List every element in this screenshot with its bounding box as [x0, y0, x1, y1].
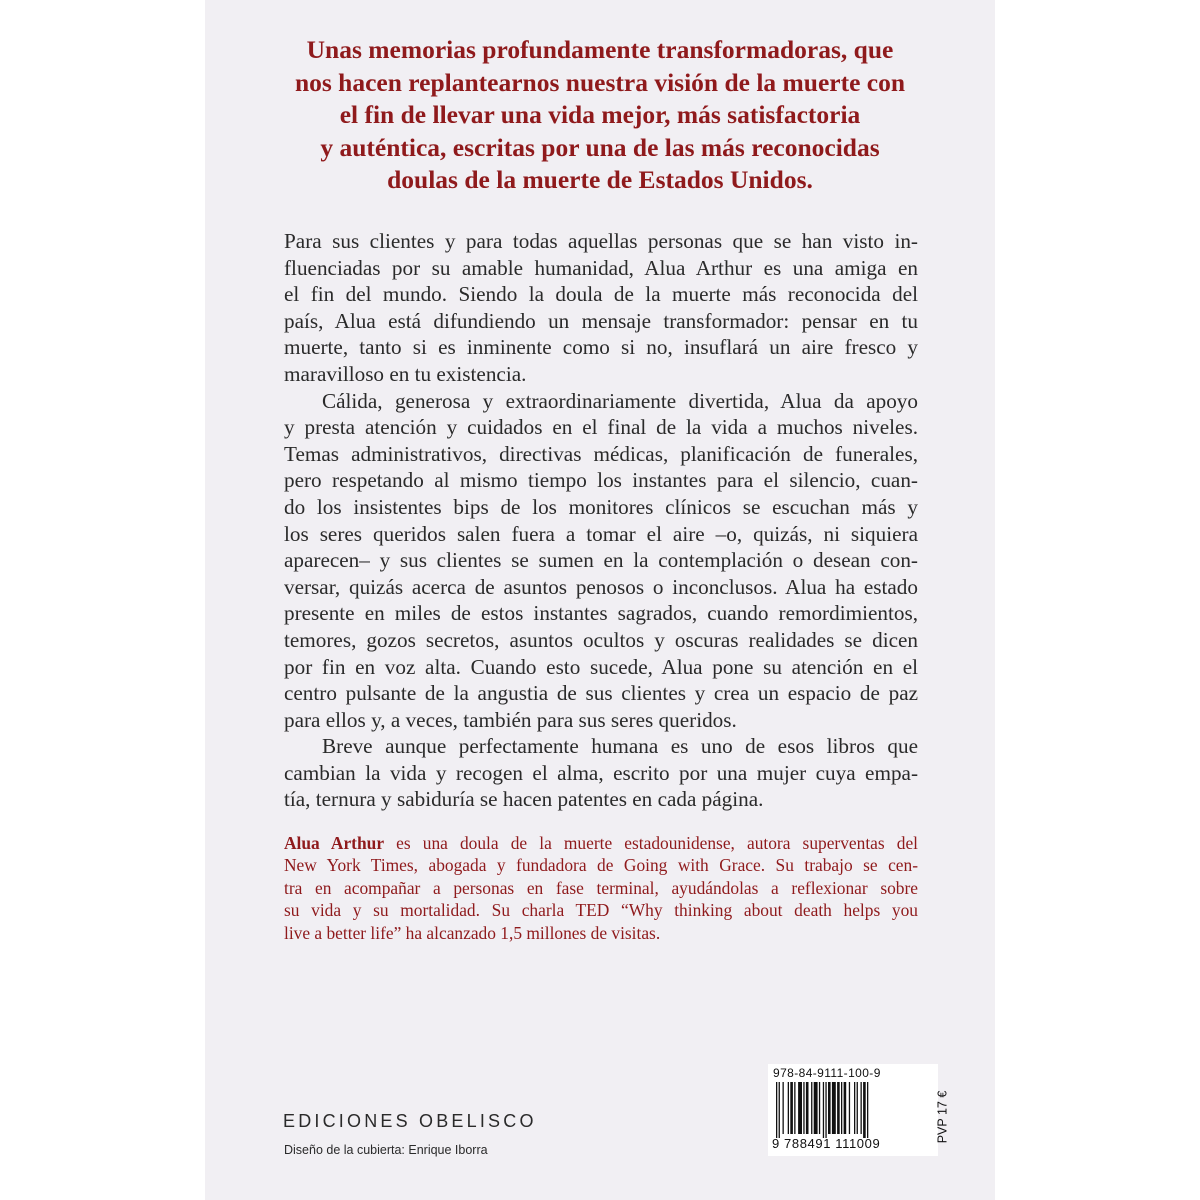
text-line: maravilloso en tu existencia. [284, 361, 527, 386]
text-line: el fin del mundo. Siendo la doula de la muerte más reconocida del [284, 282, 918, 307]
text-line: Breve aunque perfectamente humana es uno de esos libros que [322, 734, 918, 759]
barcode-bar [825, 1082, 826, 1138]
barcode-bar [849, 1082, 850, 1134]
barcode-bar [788, 1082, 789, 1134]
text-line: do los insistentes bips de los monitores clínicos se escuchan más y [284, 494, 918, 519]
barcode-bar [811, 1082, 812, 1134]
text-line: para ellos y, a veces, también para sus seres queridos. [284, 707, 737, 732]
barcode-bar [819, 1082, 820, 1134]
text-line: live a better life” ha alcanzado 1,5 millones de visitas. [284, 922, 661, 943]
barcode-bar [790, 1082, 793, 1134]
text-line: New York Times, abogada y fundadora de Going with Grace. Su trabajo se cen- [284, 855, 918, 876]
text-line: aparecen– y sus clientes se sumen en la contemplación o desean con- [284, 548, 918, 573]
text-line: los seres queridos salen fuera a tomar el aire –o, quizás, ni siquiera [284, 521, 918, 546]
isbn: 978-84-9111-100-9 [773, 1066, 881, 1080]
barcode-bar [794, 1082, 795, 1134]
text-line: presente en miles de estos instantes sagrados, cuando remordimientos, [284, 601, 918, 626]
text-line: pero respetando al mismo tiempo los instantes para el silencio, cuan- [284, 468, 918, 493]
publisher-name: EDICIONES OBELISCO [283, 1111, 537, 1131]
text-line: temores, gozos secretos, asuntos ocultos y oscuras realidades se dicen [284, 627, 918, 652]
text-line: y presta atención y cuidados en el final de la vida a muchos niveles. [284, 415, 918, 440]
tagline-line: el fin de llevar una vida mejor, más satisfactoria [339, 100, 861, 130]
text-line: por fin en voz alta. Cuando esto sucede, Alua pone su atención en el [284, 654, 918, 679]
author-bio [284, 832, 918, 944]
barcode-bar [783, 1082, 784, 1134]
price: PVP 17 € [935, 1090, 950, 1144]
tagline-line: y auténtica, escritas por una de las más reconocidas [320, 132, 880, 162]
barcode-bar [803, 1082, 804, 1134]
synopsis-paragraph-1 [284, 228, 918, 388]
barcode-bar [832, 1082, 836, 1134]
barcode-bar [844, 1082, 847, 1134]
barcode-bar [798, 1082, 802, 1134]
barcode-bar [841, 1082, 842, 1134]
barcode-icon [776, 1082, 900, 1138]
barcode-bar [863, 1082, 866, 1138]
barcode-digits: 9 788491 111009 [772, 1136, 881, 1151]
barcode-bar [861, 1082, 862, 1134]
barcode-bar [779, 1082, 780, 1138]
text-line [284, 832, 918, 854]
author-name: Alua Arthur [284, 833, 385, 853]
text-line: Temas administrativos, directivas médicas, planificación de funerales, [284, 441, 918, 466]
text-line: su vida y su mortalidad. Su charla TED “Why thinking about death helps you [284, 900, 918, 921]
barcode-bar [867, 1082, 868, 1138]
text-line: muerte, tanto si es inminente como si no, insuflará un aire fresco y [284, 335, 918, 360]
text-line: versar, quizás acerca de asuntos penosos o inconclusos. Alua ha estado [284, 574, 918, 599]
synopsis [284, 228, 918, 813]
tagline-line: doulas de la muerte de Estados Unidos. [387, 165, 813, 195]
barcode-bar [814, 1082, 818, 1134]
barcode-bar [837, 1082, 840, 1134]
synopsis-paragraph-2 [284, 388, 918, 734]
text-line: tía, ternura y sabiduría se hacen patentes en cada página. [284, 787, 764, 812]
barcode-bar [854, 1082, 855, 1134]
barcode-bar [828, 1082, 831, 1134]
text-line: país, Alua está difundiendo un mensaje transformador: pensar en tu [284, 308, 918, 333]
text-line: centro pulsante de la angustia de sus clientes y crea un espacio de paz [284, 681, 918, 706]
barcode-bar [857, 1082, 858, 1134]
barcode-bar [823, 1082, 824, 1138]
text-line: fluenciadas por su amable humanidad, Alua Arthur es una amiga en [284, 255, 918, 280]
tagline-line: nos hacen replantearnos nuestra visión de la muerte con [294, 67, 906, 97]
text-line: tra en acompañar a personas en fase terminal, ayudándolas a reflexionar sobre [284, 877, 918, 898]
synopsis-paragraph-3 [284, 733, 918, 813]
barcode-bar [776, 1082, 777, 1138]
text-line: Para sus clientes y para todas aquellas personas que se han visto in- [284, 229, 918, 253]
tagline-line: Unas memorias profundamente transformadoras, que [306, 35, 894, 64]
cover-design-credit: Diseño de la cubierta: Enrique Iborra [284, 1143, 488, 1157]
tagline [255, 34, 945, 197]
text-line: Cálida, generosa y extraordinariamente divertida, Alua da apoyo [322, 388, 918, 413]
author-bio-text: es una doula de la muerte estadounidense, autora superventas del [384, 833, 919, 853]
text-line: cambian la vida y recogen el alma, escrito por una mujer cuya empa- [284, 760, 918, 785]
barcode-bar [806, 1082, 809, 1134]
